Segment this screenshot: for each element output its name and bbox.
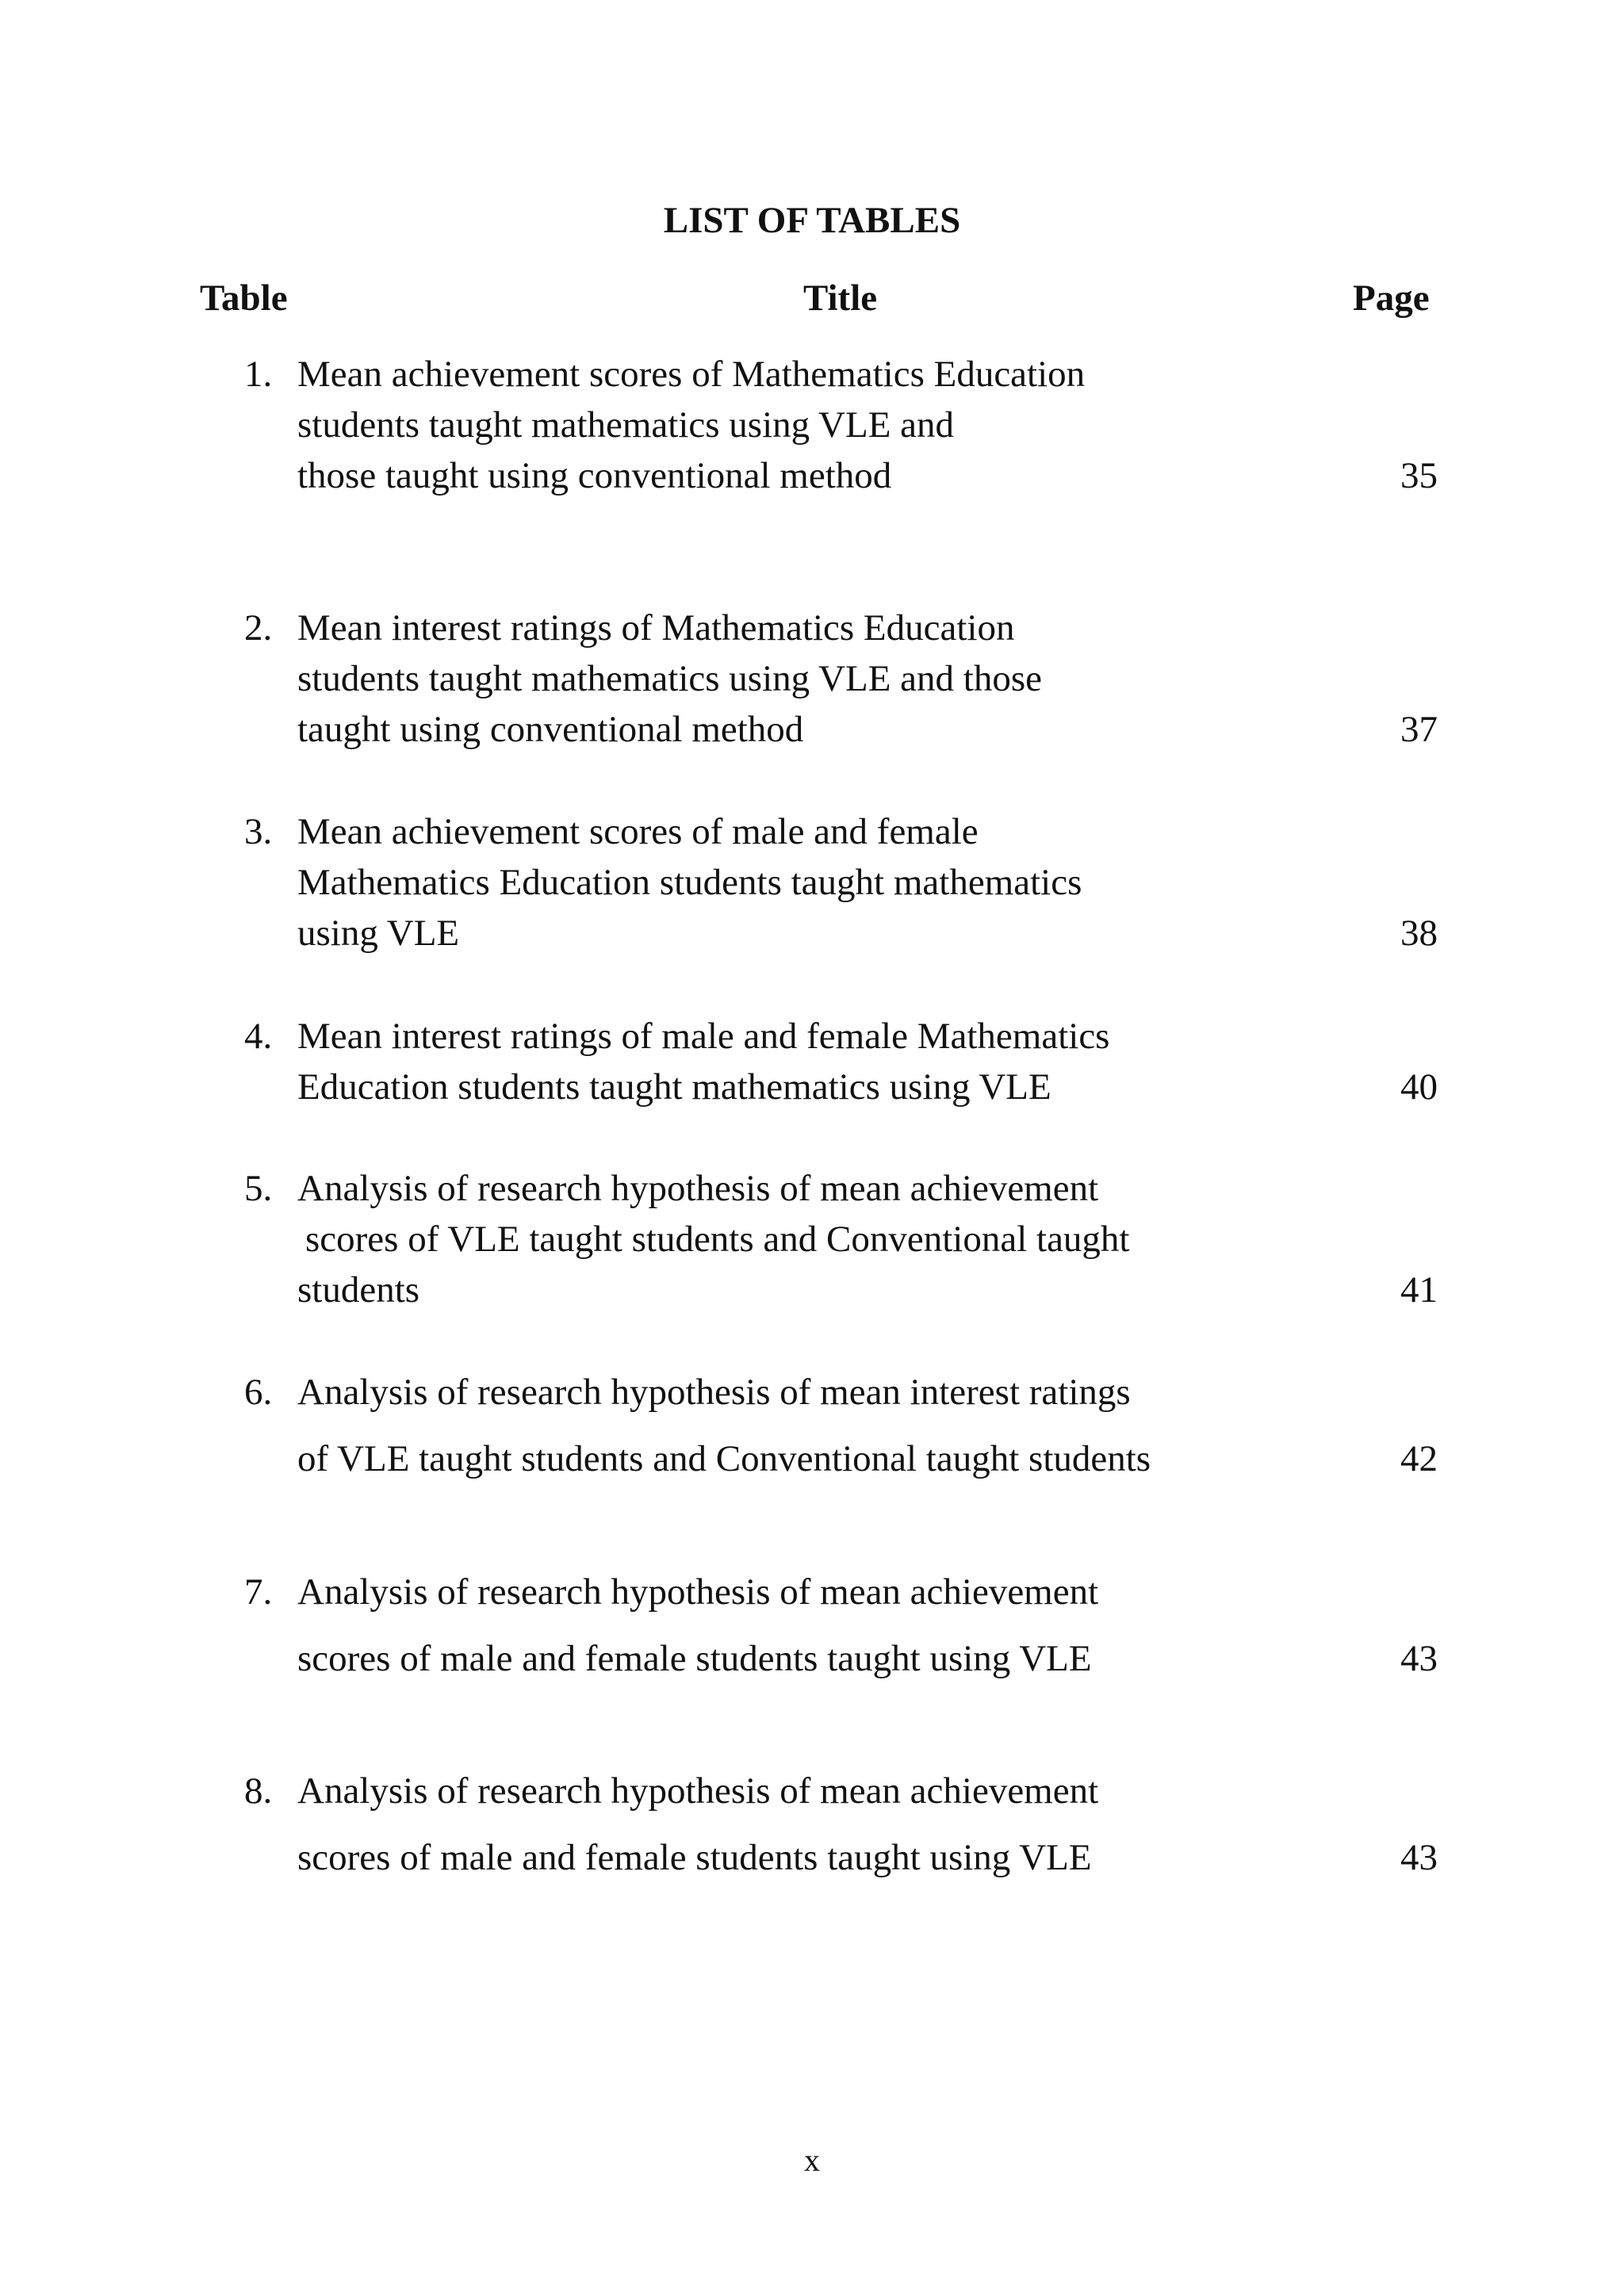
page-title: LIST OF TABLES	[663, 200, 961, 241]
entry-number: 1.	[244, 354, 273, 395]
entry-title-line: Mean achievement scores of male and female	[297, 811, 979, 852]
entry-title-line: Analysis of research hypothesis of mean achievement	[297, 1770, 1099, 1812]
entry-title-line: using VLE	[297, 913, 460, 954]
entry-title-line: Education students taught mathematics using VLE	[297, 1066, 1051, 1108]
entry-title-line: students taught mathematics using VLE and	[297, 404, 955, 446]
entry-page-number: 37	[1400, 709, 1438, 750]
entry-number: 7.	[244, 1571, 273, 1613]
entry-page-number: 35	[1400, 455, 1438, 496]
entry-title-line: Mean achievement scores of Mathematics Education	[297, 354, 1086, 395]
column-header-table: Table	[200, 277, 288, 319]
entry-title-line: those taught using conventional method	[297, 455, 892, 496]
entry-number: 5.	[244, 1168, 273, 1209]
entry-title-line: students	[297, 1269, 420, 1311]
entry-page-number: 43	[1400, 1638, 1438, 1679]
entry-number: 6.	[244, 1372, 273, 1413]
column-header-title: Title	[803, 277, 878, 319]
entry-title-line: Mean interest ratings of male and female Mathematics	[297, 1016, 1110, 1057]
entry-number: 4.	[244, 1016, 273, 1057]
entry-number: 2.	[244, 607, 273, 649]
entry-title-line: Analysis of research hypothesis of mean achievement	[297, 1571, 1099, 1613]
entry-page-number: 41	[1400, 1269, 1438, 1311]
entry-page-number: 40	[1400, 1066, 1438, 1108]
entry-title-line: of VLE taught students and Conventional taught students	[297, 1438, 1151, 1479]
column-header-page: Page	[1353, 277, 1430, 319]
entry-title-line: scores of male and female students taught using VLE	[297, 1837, 1092, 1878]
entry-number: 8.	[244, 1770, 273, 1812]
entry-title-line: taught using conventional method	[297, 709, 804, 750]
entry-page-number: 42	[1400, 1438, 1438, 1479]
entry-title-line: scores of male and female students taught using VLE	[297, 1638, 1092, 1679]
entry-title-line: scores of VLE taught students and Conventional taught	[305, 1219, 1130, 1260]
entry-page-number: 38	[1400, 913, 1438, 954]
entry-title-line: Mean interest ratings of Mathematics Education	[297, 607, 1015, 649]
page-number: x	[804, 2142, 820, 2178]
entry-title-line: Analysis of research hypothesis of mean interest ratings	[297, 1372, 1131, 1413]
entry-number: 3.	[244, 811, 273, 852]
entry-page-number: 43	[1400, 1837, 1438, 1878]
entry-title-line: Analysis of research hypothesis of mean achievement	[297, 1168, 1099, 1209]
entry-title-line: students taught mathematics using VLE and those	[297, 658, 1042, 699]
entry-title-line: Mathematics Education students taught mathematics	[297, 862, 1082, 903]
